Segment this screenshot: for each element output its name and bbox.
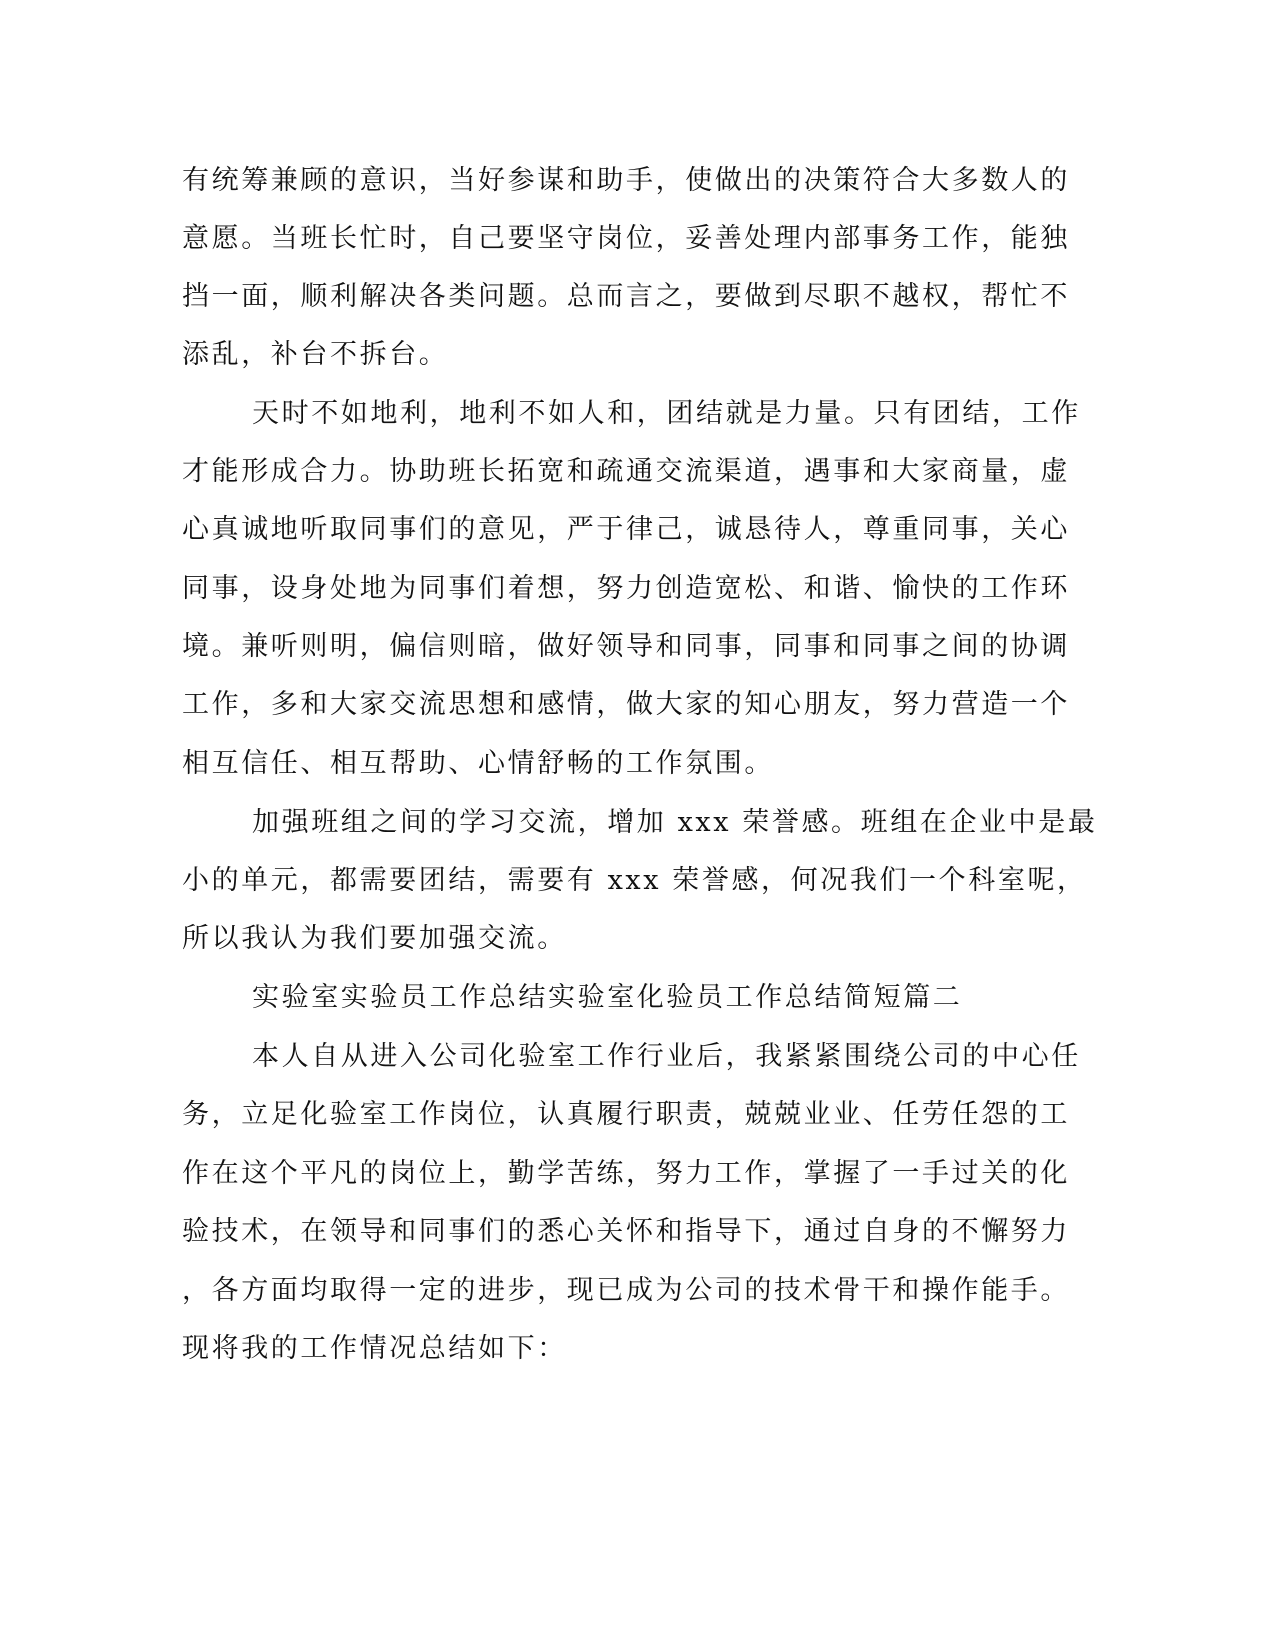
text-line-14: 所以我认为我们要加强交流。	[182, 923, 567, 954]
text-line-18: 作在这个平凡的岗位上，勤学苦练，努力工作，掌握了一手过关的化	[182, 1158, 1070, 1189]
text-line-3: 挡一面，顺利解决各类问题。总而言之，要做到尽职不越权，帮忙不	[182, 281, 1070, 312]
text-line-5: 天时不如地利，地利不如人和，团结就是力量。只有团结，工作	[252, 398, 1081, 429]
text-line-7: 心真诚地听取同事们的意见，严于律己，诚恳待人，尊重同事，关心	[182, 514, 1070, 545]
text-line-13: 小的单元，都需要团结，需要有 xxx 荣誉感，何况我们一个科室呢，	[182, 865, 1087, 896]
text-line-12: 加强班组之间的学习交流，增加 xxx 荣誉感。班组在企业中是最	[252, 807, 1098, 838]
text-line-9: 境。兼听则明，偏信则暗，做好领导和同事，同事和同事之间的协调	[182, 631, 1070, 662]
text-line-8: 同事，设身处地为同事们着想，努力创造宽松、和谐、愉快的工作环	[182, 573, 1070, 604]
text-line-21: 现将我的工作情况总结如下：	[182, 1333, 567, 1364]
text-line-1: 有统筹兼顾的意识，当好参谋和助手，使做出的决策符合大多数人的	[182, 165, 1070, 196]
text-line-6: 才能形成合力。协助班长拓宽和疏通交流渠道，遇事和大家商量，虚	[182, 456, 1070, 487]
text-line-10: 工作，多和大家交流思想和感情，做大家的知心朋友，努力营造一个	[182, 689, 1070, 720]
text-line-16: 本人自从进入公司化验室工作行业后，我紧紧围绕公司的中心任	[252, 1041, 1081, 1072]
text-line-4: 添乱，补台不拆台。	[182, 339, 449, 370]
text-line-11: 相互信任、相互帮助、心情舒畅的工作氛围。	[182, 748, 774, 779]
text-line-19: 验技术，在领导和同事们的悉心关怀和指导下，通过自身的不懈努力	[182, 1216, 1070, 1247]
section-heading: 实验室实验员工作总结实验室化验员工作总结简短篇二	[252, 982, 963, 1013]
text-line-20: ，各方面均取得一定的进步，现已成为公司的技术骨干和操作能手。	[182, 1275, 1070, 1306]
text-line-2: 意愿。当班长忙时，自己要坚守岗位，妥善处理内部事务工作，能独	[182, 223, 1070, 254]
text-line-17: 务，立足化验室工作岗位，认真履行职责，兢兢业业、任劳任怨的工	[182, 1099, 1070, 1130]
